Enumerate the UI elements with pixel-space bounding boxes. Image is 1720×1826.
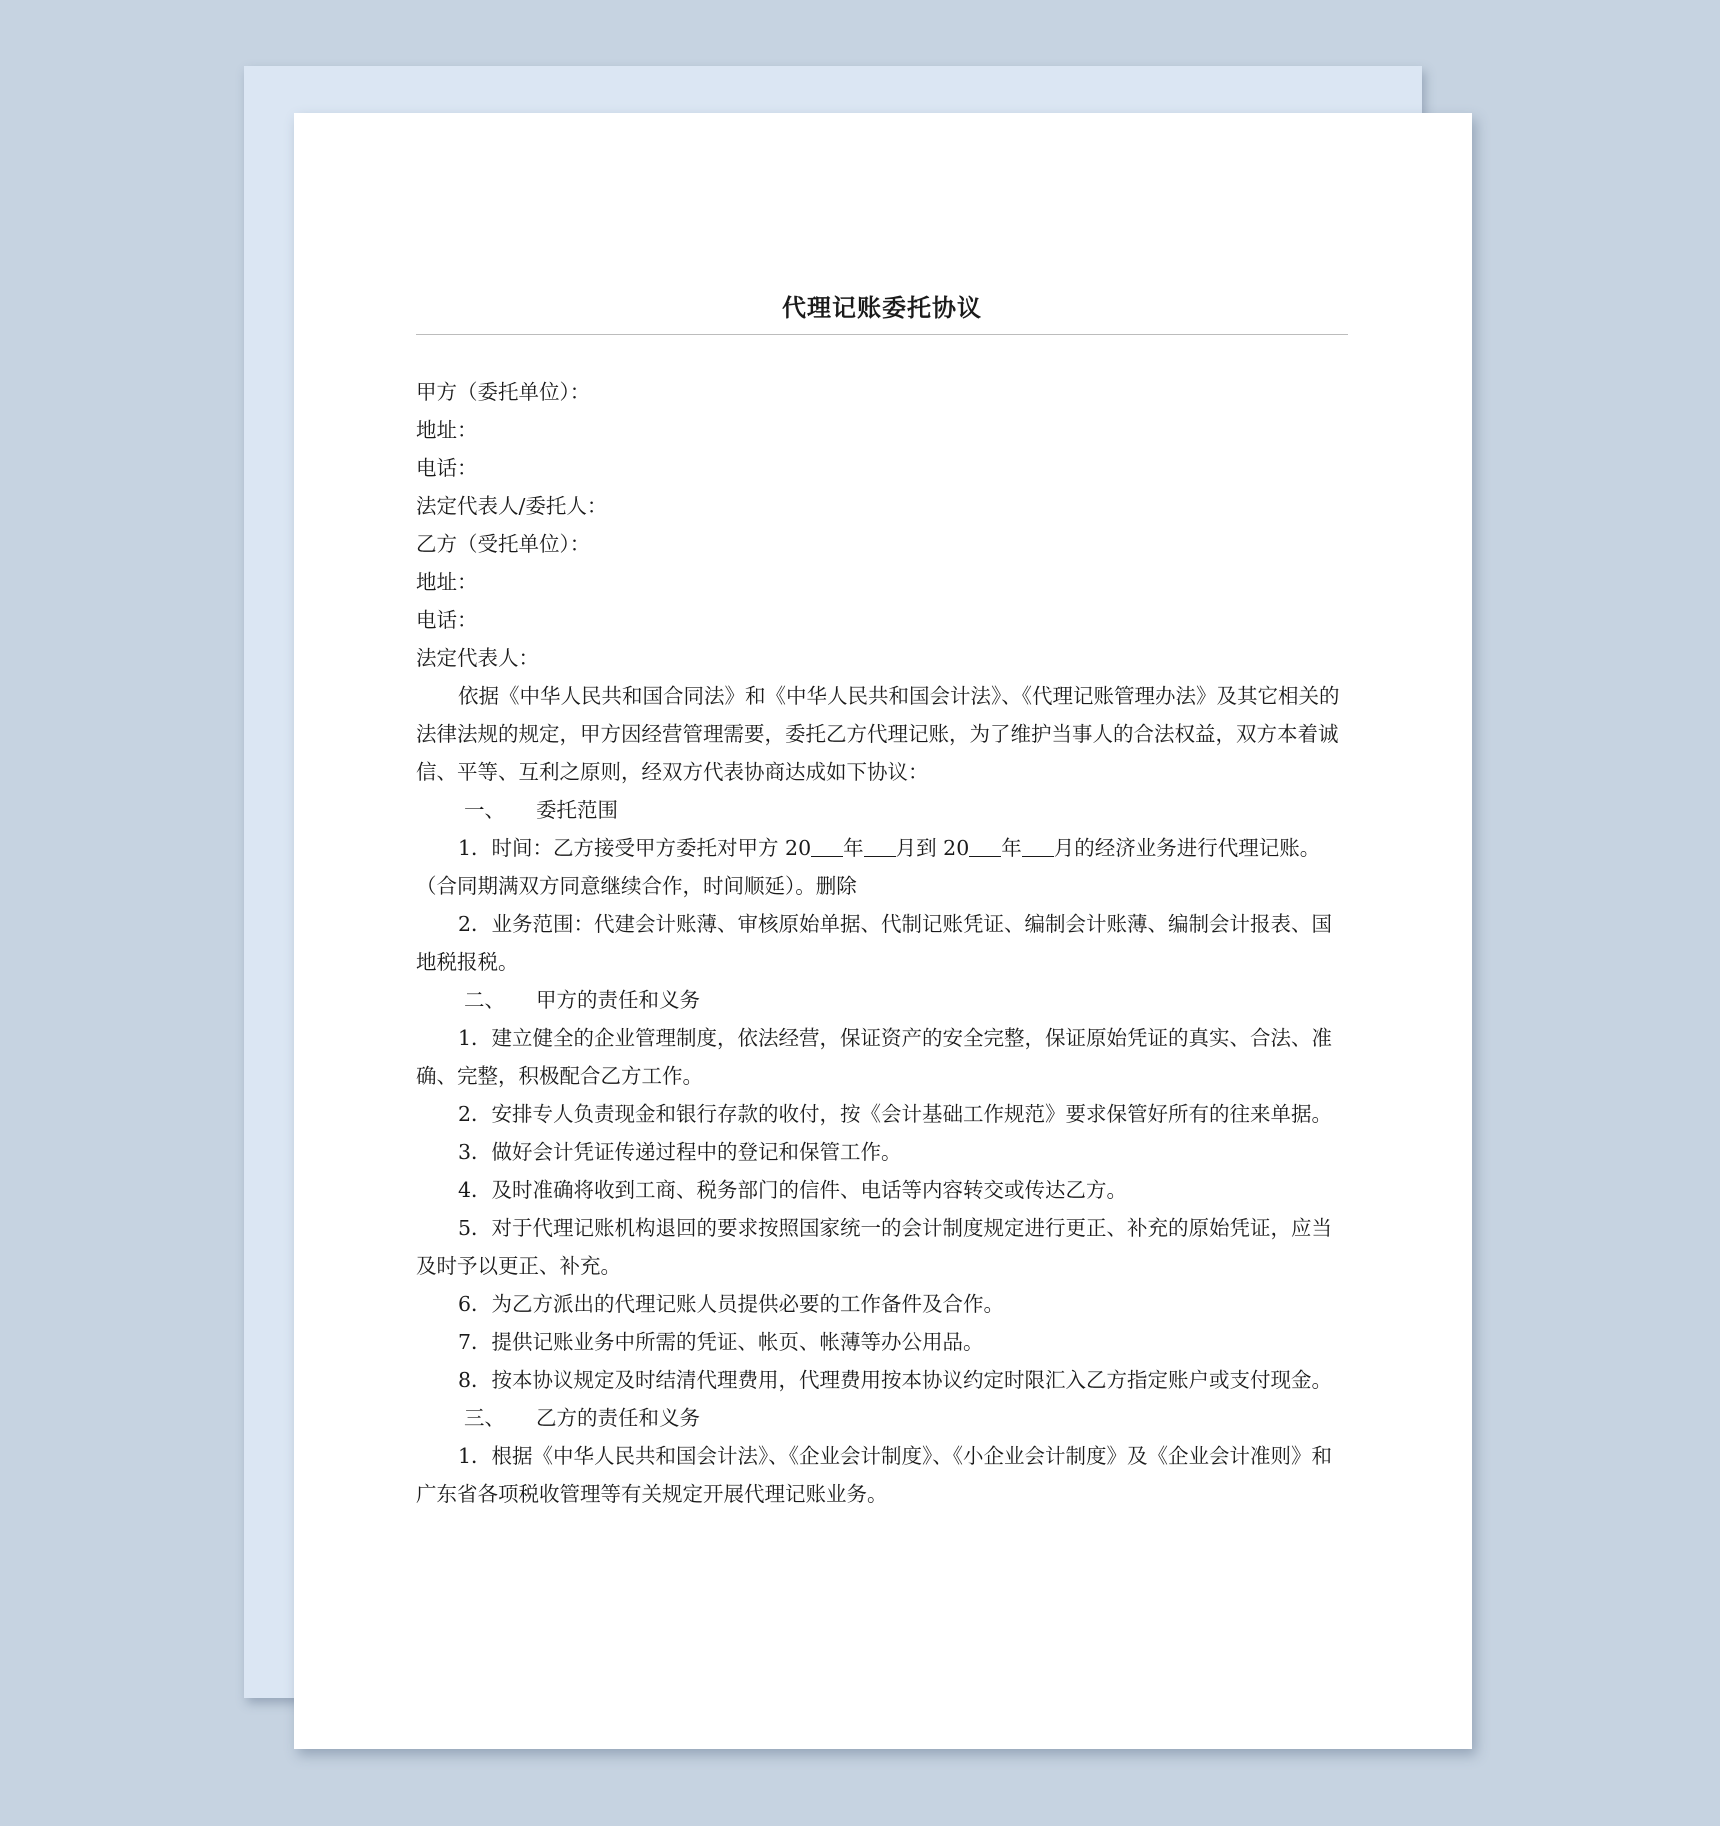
section-number: 三、 (464, 1406, 505, 1430)
section-title: 甲方的责任和义务 (536, 988, 700, 1012)
intro-paragraph: 依据《中华人民共和国合同法》和《中华人民共和国会计法》、《代理记账管理办法》及其它相关的法律法规的规定，甲方因经营管理需要，委托乙方代理记账，为了维护当事人的合法权益，双方本着诚信、平等、互利之原则，经双方代表协商达成如下协议： (416, 684, 1340, 784)
scope-item-time: 1．时间：乙方接受甲方委托对甲方 20 年 月到 20 年 月的经济业务进行代理记账。（合同期满双方同意继续合作，时间顺延）。删除 (416, 836, 1321, 898)
section-number: 一、 (464, 798, 505, 822)
section-heading-scope (416, 791, 1348, 829)
party-a-duty-item: 3．做好会计凭证传递过程中的登记和保管工作。 (458, 1140, 902, 1164)
party-a-duty-item: 1．建立健全的企业管理制度，依法经营，保证资产的安全完整，保证原始凭证的真实、合法、准确、完整，积极配合乙方工作。 (416, 1026, 1333, 1088)
section-heading-party-b-duties (416, 1399, 1348, 1437)
party-a-phone: 电话： (416, 456, 478, 480)
blank-field[interactable] (811, 834, 843, 857)
party-b-line: 乙方（受托单位）： (416, 532, 591, 556)
section-title: 委托范围 (536, 798, 618, 822)
party-b-phone: 电话： (416, 608, 478, 632)
section-number: 二、 (464, 988, 505, 1012)
parties-block (416, 373, 1348, 677)
party-b-address: 地址： (416, 570, 478, 594)
party-a-duty-item: 7．提供记账业务中所需的凭证、帐页、帐薄等办公用品。 (458, 1330, 984, 1354)
party-b-representative: 法定代表人： (416, 646, 539, 670)
party-a-duty-item: 2．安排专人负责现金和银行存款的收付，按《会计基础工作规范》要求保管好所有的往来单据。 (458, 1102, 1333, 1126)
document-body (416, 288, 1348, 1513)
party-a-duty-item: 6．为乙方派出的代理记账人员提供必要的工作备件及合作。 (458, 1292, 1005, 1316)
blank-field[interactable] (969, 834, 1001, 857)
party-a-representative: 法定代表人/委托人： (416, 494, 608, 518)
party-a-line: 甲方（委托单位）： (416, 380, 591, 404)
party-a-duty-item: 8．按本协议规定及时结清代理费用，代理费用按本协议约定时限汇入乙方指定账户或支付现金。 (458, 1368, 1333, 1392)
section-title: 乙方的责任和义务 (536, 1406, 700, 1430)
blank-field[interactable] (1022, 834, 1054, 857)
party-a-duty-item: 4．及时准确将收到工商、税务部门的信件、电话等内容转交或传达乙方。 (458, 1178, 1128, 1202)
party-a-duty-item: 5．对于代理记账机构退回的要求按照国家统一的会计制度规定进行更正、补充的原始凭证，应当及时予以更正、补充。 (416, 1216, 1333, 1278)
party-b-duty-item: 1．根据《中华人民共和国会计法》、《企业会计制度》、《小企业会计制度》及《企业会计准则》和广东省各项税收管理等有关规定开展代理记账业务。 (416, 1444, 1333, 1506)
scope-item-business: 2．业务范围：代建会计账薄、审核原始单据、代制记账凭证、编制会计账薄、编制会计报表、国地税报税。 (416, 912, 1333, 974)
party-a-address: 地址： (416, 418, 478, 442)
blank-field[interactable] (864, 834, 896, 857)
document-title: 代理记账委托协议 (416, 288, 1348, 335)
section-heading-party-a-duties (416, 981, 1348, 1019)
